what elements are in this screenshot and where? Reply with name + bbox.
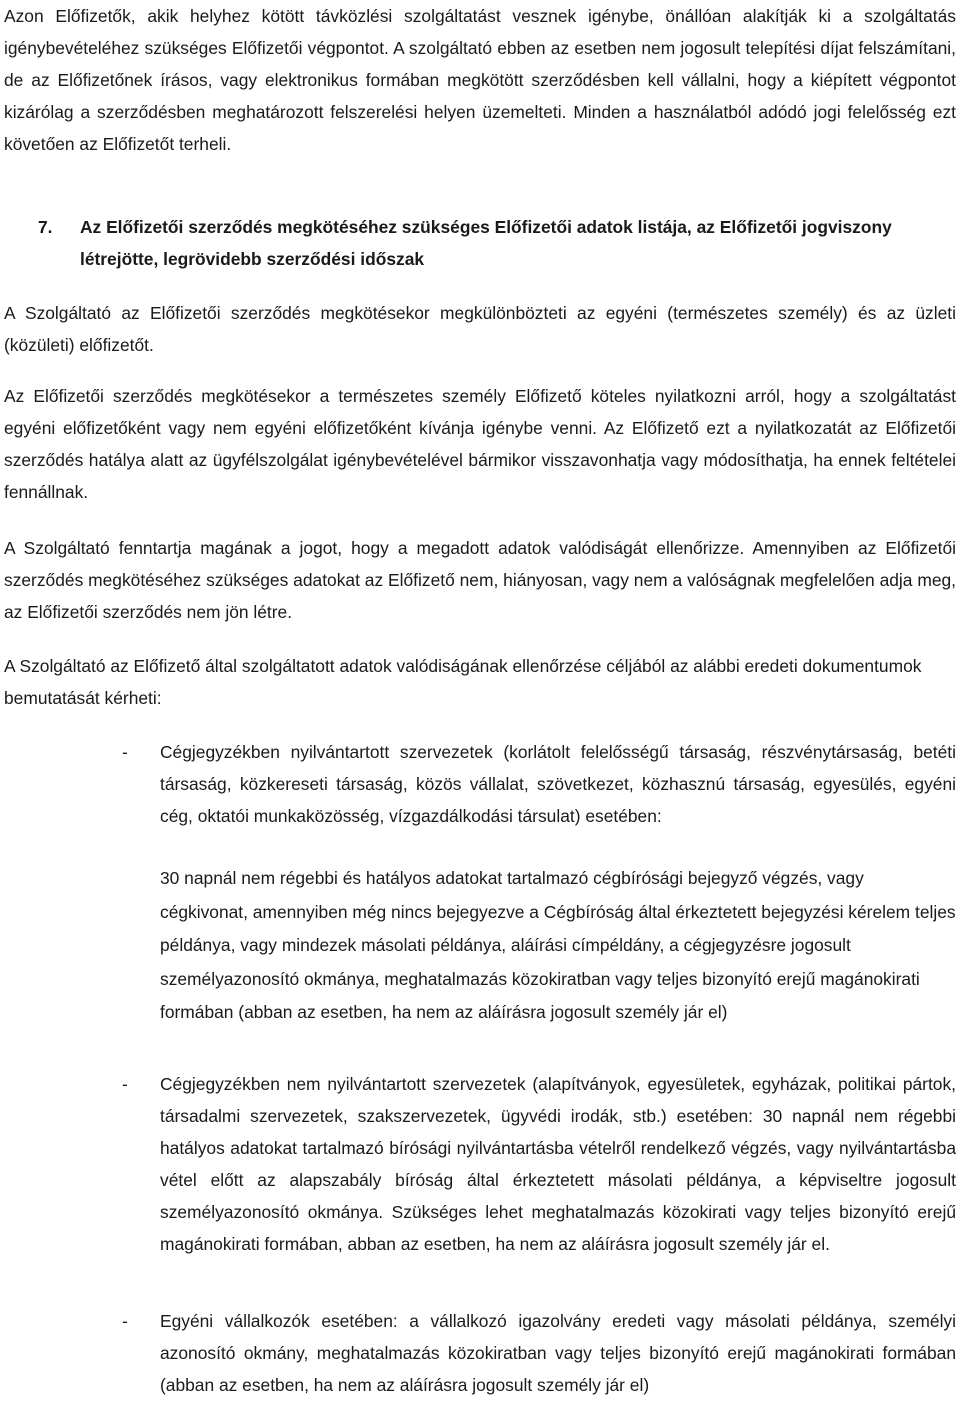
list-item-subparagraph: 30 napnál nem régebbi és hatályos adatokat tartalmazó cégbírósági bejegyző végzés, vagy cégkivonat, amennyiben még nincs bejegyezve a Cégbíróság által érkeztetett bejegyzési kérelem teljes példánya, vagy mindezek másolati példánya, aláírási címpéldány, a cégjegyzésre jogosult személyazonosító okmánya, meghatalmazás közokiratban vagy teljes bizonyító erejű magánokirati formában (abban az esetben, ha nem az aláírásra jogosult személy jár el) xyxy=(160,868,956,1022)
list-bullet: - xyxy=(122,1311,128,1331)
list-bullet: - xyxy=(122,1074,128,1094)
paragraph-documents-intro: A Szolgáltató az Előfizető által szolgáltatott adatok valódiságának ellenőrzése céljából az alábbi eredeti dokumentumok bemutatását kérheti: xyxy=(4,656,922,708)
paragraph-declaration: Az Előfizetői szerződés megkötésekor a természetes személy Előfizető köteles nyilatkozni arról, hogy a szolgáltatást egyéni előfizetőként vagy nem egyéni előfizetőként kívánja igénybe venni. Az Előfizető ezt a nyilatkozatát az Előfizetői szerződés hatálya alatt az ügyfélszolgálat igénybevételével bármikor visszavonhatja vagy módosíthatja, ha ennek feltételei fennállnak. xyxy=(4,386,956,502)
section-title: Az Előfizetői szerződés megkötéséhez szükséges Előfizetői adatok listája, az Előfizetői jogviszony létrejötte, legrövidebb szerződési időszak xyxy=(80,217,892,269)
list-item-unregistered-orgs xyxy=(4,1068,956,1260)
paragraph-client-types: A Szolgáltató az Előfizetői szerződés megkötésekor megkülönbözteti az egyéni (természetes személy) és az üzleti (közületi) előfizetőt. xyxy=(4,303,956,355)
list-item-sole-traders xyxy=(4,1305,956,1401)
intro-paragraph: Azon Előfizetők, akik helyhez kötött távközlési szolgáltatást vesznek igénybe, önállóan alakítják ki a szolgáltatás igénybevételéhez szükséges Előfizetői végpontot. A szolgáltató ebben az esetben nem jogosult telepítési díjat felszámítani, de az Előfizetőnek írásos, vagy elektronikus formában megkötött szerződésben kell vállalni, hogy a kiépített végpontot kizárólag a szerződésben meghatározott felszerelési helyen üzemelteti. Minden a használatból adódó jogi felelősség ezt követően az Előfizetőt terheli. xyxy=(4,6,956,154)
list-item-text: Cégjegyzékben nem nyilvántartott szervezetek (alapítványok, egyesületek, egyházak, politikai pártok, társadalmi szervezetek, szakszervezetek, ügyvédi irodák, stb.) esetében: 30 napnál nem régebbi hatályos adatokat tartalmazó bírósági nyilvántartásba vételről rendelkező végzés, vagy nyilvántartásba vétel előtt az alapszabály bíróság által érkeztetett másolati példánya, a képviseltre jogosult személyazonosító okmánya. Szükséges lehet meghatalmazás közokirati vagy teljes bizonyító erejű magánokirati formában, abban az esetben, ha nem az aláírásra jogosult személy jár el. xyxy=(160,1074,956,1254)
list-item-text: Cégjegyzékben nyilvántartott szervezetek (korlátolt felelősségű társaság, részvénytársaság, betéti társaság, közkereseti társaság, közös vállalat, szövetkezet, közhasznú társaság, egyesülés, egyéni cég, oktatói munkaközösség, vízgazdálkodási társulat) esetében: xyxy=(160,742,956,826)
list-item-registered-orgs xyxy=(4,736,956,832)
paragraph-verification: A Szolgáltató fenntartja magának a jogot, hogy a megadott adatok valódiságát ellenőrizze. Amennyiben az Előfizetői szerződés megkötéséhez szükséges adatokat az Előfizető nem, hiányosan, vagy nem a valóságnak megfelelően adja meg, az Előfizetői szerződés nem jön létre. xyxy=(4,538,956,622)
section-heading xyxy=(4,211,956,275)
section-number: 7. xyxy=(38,217,53,237)
list-item-text: Egyéni vállalkozók esetében: a vállalkozó igazolvány eredeti vagy másolati példánya, személyi azonosító okmány, meghatalmazás közokiratban vagy teljes bizonyító erejű magánokirati formában (abban az esetben, ha nem az aláírásra jogosult személy jár el) xyxy=(160,1311,956,1395)
list-bullet: - xyxy=(122,742,128,762)
